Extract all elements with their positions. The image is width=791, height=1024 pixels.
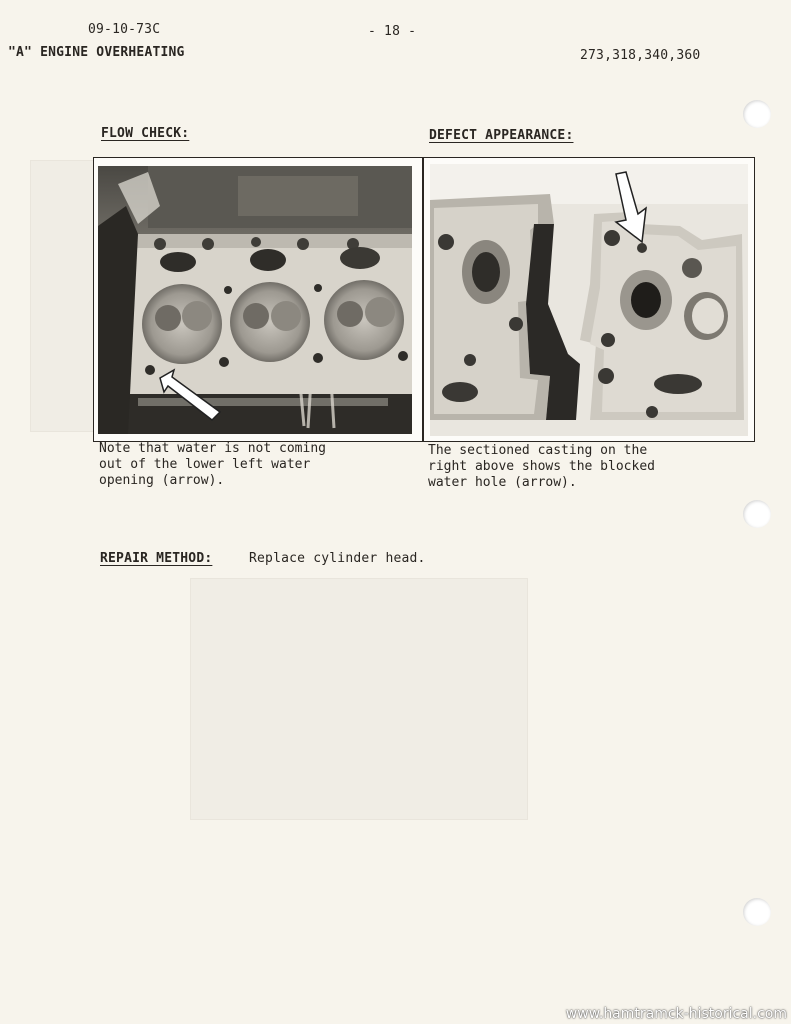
photo-divider bbox=[422, 157, 424, 442]
page-number: - 18 - bbox=[368, 24, 417, 39]
binder-hole-bottom bbox=[743, 898, 771, 926]
website-watermark: www.hamtramck-historical.com bbox=[565, 1006, 787, 1022]
bleedthrough-photo-bottom bbox=[190, 578, 528, 820]
defect-appearance-caption: The sectioned casting on the right above shows the blocked water hole (arrow). bbox=[428, 443, 655, 490]
engine-list: 273,318,340,360 bbox=[580, 48, 701, 63]
date-code: 09-10-73C bbox=[88, 22, 161, 37]
flow-check-caption: Note that water is not coming out of the lower left water opening (arrow). bbox=[99, 441, 326, 488]
repair-method-text: Replace cylinder head. bbox=[249, 551, 426, 566]
cylinder-head-deck-image bbox=[98, 166, 412, 434]
bleedthrough-photo-left bbox=[30, 160, 94, 432]
document-title: "A" ENGINE OVERHEATING bbox=[8, 45, 185, 60]
repair-method-label: REPAIR METHOD: bbox=[100, 551, 213, 566]
defect-appearance-photo bbox=[430, 164, 748, 436]
flow-check-heading: FLOW CHECK: bbox=[101, 126, 190, 141]
binder-hole-middle bbox=[743, 500, 771, 528]
defect-appearance-heading: DEFECT APPEARANCE: bbox=[429, 128, 574, 143]
binder-hole-top bbox=[743, 100, 771, 128]
sectioned-casting-image bbox=[430, 164, 748, 436]
flow-check-photo bbox=[98, 166, 412, 434]
